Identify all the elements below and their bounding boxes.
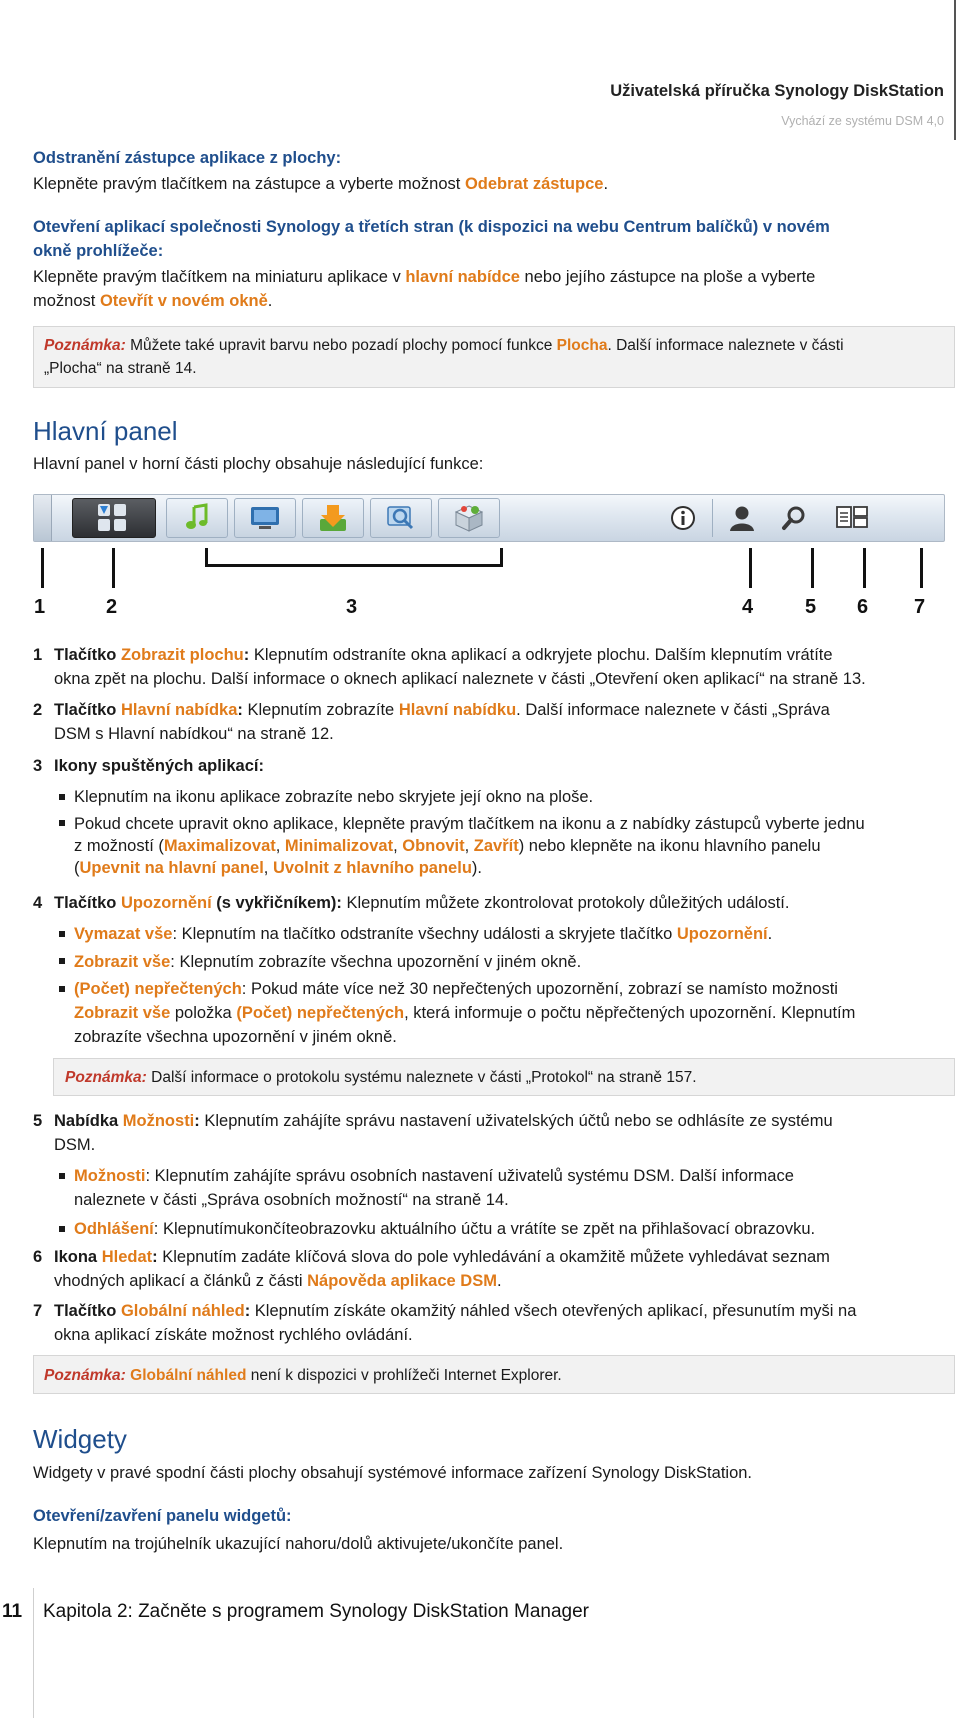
callout-line-5: [811, 548, 814, 588]
note-line: [44, 334, 944, 357]
text-run: Tlačítko: [54, 894, 121, 912]
callout-line-4: [749, 548, 752, 588]
bullet-item-logout: [74, 1218, 815, 1240]
bullet-item-clear-all: [74, 923, 772, 945]
text-run: Klepněte pravým tlačítkem na miniaturu aplikace v: [33, 268, 406, 286]
app-photo-button[interactable]: [370, 498, 432, 538]
text-line: [54, 1110, 833, 1132]
text-run: Nabídka: [54, 1112, 123, 1130]
restore-option: Obnovit: [402, 837, 465, 855]
main-menu-button[interactable]: [72, 498, 156, 538]
note-box-desktop: [33, 326, 955, 388]
widgets-toggle-heading: Otevření/zavření panelu widgetů:: [33, 1507, 292, 1525]
bullet-marker: [59, 794, 65, 800]
text-line: [54, 699, 953, 721]
text-run: :: [237, 701, 248, 719]
text-line: okna aplikací získáte možnost rychlého ovládání.: [54, 1326, 413, 1344]
text-line: zobrazíte všechna upozornění v jiném okně.: [74, 1028, 397, 1046]
text-run: možnost: [33, 292, 100, 310]
callout-number-6: 6: [857, 596, 869, 618]
text-run: : Klepnutím zobrazíte všechna upozornění v jiném okně.: [170, 953, 582, 971]
text-run: : Klepnutímukončíteobrazovku aktuálního účtu a vrátíte se zpět na přihlašovací obrazovku.: [153, 1220, 816, 1238]
text-line: [54, 644, 953, 666]
list-item-number: 4: [33, 894, 43, 912]
text-run: (s vykřičníkem):: [211, 894, 347, 912]
list-item-body: [33, 699, 953, 745]
unread-count-option: (Počet) nepřečtených: [236, 1004, 405, 1022]
quick-look-link: Globální náhled: [120, 1302, 245, 1320]
callout-number-1: 1: [34, 596, 46, 618]
list-item-5: [33, 1110, 833, 1156]
list-item-number: 3: [33, 757, 43, 775]
callout-number-3: 3: [346, 596, 358, 618]
text-line: [33, 290, 815, 312]
list-item-number: 7: [33, 1302, 43, 1320]
bullet-marker: [59, 820, 65, 826]
clear-all-option: Vymazat vše: [74, 925, 173, 943]
search-icon: [780, 504, 808, 532]
text-run: Klepnutím získáte okamžitý náhled všech otevřených aplikací, přesunutím myši na: [254, 1302, 857, 1320]
text-run: : Pokud máte více než 30 nepřečtených upozornění, zobrazí se namísto možnosti: [241, 980, 838, 998]
music-note-icon: [182, 503, 212, 533]
user-icon: [727, 503, 757, 533]
text-run: :: [194, 1112, 205, 1130]
text-line: [54, 1246, 830, 1268]
section-title-taskbar: Hlavní panel: [33, 416, 178, 446]
list-item-1: [33, 644, 953, 690]
text-run: (: [74, 859, 80, 877]
list-item-4: [33, 892, 789, 914]
text-run: Klepnutím můžete zkontrolovat protokoly důležitých událostí.: [346, 894, 790, 912]
remove-shortcut-link: Odebrat zástupce: [464, 175, 604, 193]
quick-look-button[interactable]: [830, 498, 874, 538]
logout-link: Odhlášení: [74, 1220, 154, 1238]
notifications-link: Upozornění: [120, 894, 212, 912]
text-run: Klepnutím zahájíte správu nastavení uživatelských účtů nebo se odhlásíte ze systému: [204, 1112, 833, 1130]
text-line: [74, 835, 865, 857]
bullet-item-show-all: [74, 951, 581, 973]
text-run: .: [767, 925, 773, 943]
text-run: z možností (: [74, 837, 164, 855]
unread-count-option: (Počet) nepřečtených: [74, 980, 242, 998]
text-line: DSM s Hlavní nabídkou“ na straně 12.: [54, 725, 334, 743]
main-menu-link: Hlavní nabídka: [120, 701, 238, 719]
taskbar-separator: [712, 499, 713, 537]
footer-divider: [33, 1588, 34, 1718]
page-edge-rule: [954, 0, 956, 140]
list-item-number: 2: [33, 701, 43, 719]
callout-line-6: [863, 548, 866, 588]
bullet-marker: [59, 1173, 65, 1179]
info-exclamation-icon: [669, 504, 697, 532]
text-run: .: [603, 175, 609, 193]
bullet-marker: [59, 931, 65, 937]
search-link: Hledat: [101, 1248, 153, 1266]
remove-shortcut-text: [33, 173, 608, 195]
callout-number-2: 2: [106, 596, 118, 618]
list-item-number: 1: [33, 646, 43, 664]
pin-option: Upevnit na hlavní panel: [79, 859, 264, 877]
chapter-title: Kapitola 2: Začněte s programem Synology DiskStation Manager: [43, 1601, 589, 1622]
download-arrow-icon: [317, 503, 349, 533]
package-box-icon: [453, 503, 485, 533]
note-label: Poznámka:: [65, 1069, 147, 1086]
text-run: :: [243, 646, 254, 664]
callout-number-5: 5: [805, 596, 817, 618]
show-all-option: Zobrazit vše: [74, 953, 171, 971]
callout-line-2: [112, 548, 115, 588]
text-run: Tlačítko: [54, 646, 121, 664]
text-line: [54, 1270, 830, 1292]
text-line: [74, 1002, 855, 1024]
text-line: naleznete v části „Správa osobních možností“ na straně 14.: [74, 1191, 509, 1209]
text-line: [54, 1300, 856, 1322]
text-run: :: [152, 1248, 163, 1266]
callout-bracket-bottom: [205, 564, 503, 567]
app-video-button[interactable]: [234, 498, 296, 538]
text-line: okna zpět na plochu. Další informace o oknech aplikací naleznete v části „Otevření oken aplikací“ na straně 13.: [54, 670, 866, 688]
text-run: :: [244, 1302, 255, 1320]
list-item-label: Ikony spuštěných aplikací:: [54, 757, 264, 775]
app-download-button[interactable]: [302, 498, 364, 538]
text-run: Klepněte pravým tlačítkem na zástupce a vyberte možnost: [33, 175, 465, 193]
list-item-body: [33, 644, 953, 690]
open-new-window-text: [33, 266, 815, 312]
list-item-7: [33, 1300, 856, 1346]
list-item-number: 5: [33, 1112, 43, 1130]
text-run: nebo jejího zástupce na ploše a vyberte: [519, 268, 816, 286]
notification-button[interactable]: [664, 498, 702, 538]
text-line: [74, 978, 855, 1000]
search-button[interactable]: [774, 498, 814, 538]
text-run: ,: [275, 837, 285, 855]
widgets-intro: Widgety v pravé spodní části plochy obsahují systémové informace zařízení Synology DiskStation.: [33, 1464, 753, 1482]
maximize-option: Maximalizovat: [163, 837, 276, 855]
callout-line-7: [920, 548, 923, 588]
text-run: Klepnutím odstraníte okna aplikací a odkryjete plochu. Dalším klepnutím vrátíte: [253, 646, 833, 664]
text-run: : Klepnutím na tlačítko odstraníte všechny události a skryjete tlačítko: [172, 925, 677, 943]
bullet-item-unread: [74, 978, 855, 1048]
text-run: Ikona: [54, 1248, 102, 1266]
text-run: .: [267, 292, 273, 310]
remove-shortcut-heading: Odstranění zástupce aplikace z plochy:: [33, 149, 342, 167]
text-run: ) nebo klepněte na ikonu hlavního panelu: [518, 837, 821, 855]
heading-line: okně prohlížeče:: [33, 242, 164, 260]
open-new-window-link: Otevřít v novém okně: [99, 292, 268, 310]
text-run: není k dispozici v prohlížeči Internet Explorer.: [246, 1367, 562, 1384]
minimize-option: Minimalizovat: [284, 837, 394, 855]
taskbar-left-tab: [34, 495, 52, 541]
bullet-item: Klepnutím na ikonu aplikace zobrazíte nebo skryjete její okno na ploše.: [74, 788, 594, 806]
app-package-button[interactable]: [438, 498, 500, 538]
bullet-item-options: [74, 1165, 794, 1211]
note-box-log: [53, 1058, 955, 1096]
text-run: , která informuje o počtu něpřečtených upozornění. Klepnutím: [404, 1004, 856, 1022]
notifications-link: Upozornění: [676, 925, 768, 943]
taskbar-intro: Hlavní panel v horní části plochy obsahuje následující funkce:: [33, 455, 484, 473]
text-run: Klepnutím zadáte klíčová slova do pole vyhledávání a okamžitě můžete vyhledávat seznam: [162, 1248, 830, 1266]
text-run: . Další informace naleznete v části: [607, 337, 844, 354]
bullet-marker: [59, 1226, 65, 1232]
main-menu-icon: [92, 501, 136, 535]
page-number: 11: [2, 1601, 23, 1622]
callout-number-4: 4: [742, 596, 754, 618]
bullet-item-window-actions: [74, 813, 865, 879]
quick-look-link: Globální náhled: [125, 1367, 247, 1384]
text-line: DSM.: [54, 1136, 96, 1154]
main-menu-link: Hlavní nabídku: [398, 701, 517, 719]
list-item-3: [33, 755, 264, 777]
header-title: Uživatelská příručka Synology DiskStation: [610, 82, 944, 100]
section-title-widgets: Widgety: [33, 1424, 127, 1454]
text-run: Další informace o protokolu systému naleznete v části „Protokol“ na straně 157.: [146, 1069, 697, 1086]
text-run: .: [496, 1272, 502, 1290]
desktop-link: Plocha: [556, 337, 608, 354]
window-overview-icon: [835, 503, 869, 533]
unpin-option: Uvolnit z hlavního panelu: [272, 859, 472, 877]
text-run: Tlačítko: [54, 1302, 121, 1320]
text-line: Pokud chcete upravit okno aplikace, klepněte pravým tlačítkem na ikonu a z nabídky zástupců vyberte jednu: [74, 815, 865, 833]
callout-number-7: 7: [914, 596, 926, 618]
text-line: [33, 266, 815, 288]
text-run: Klepnutím zobrazíte: [247, 701, 399, 719]
heading-line: Otevření aplikací společnosti Synology a třetích stran (k dispozici na webu Centrum balíčků) v novém: [33, 218, 830, 236]
options-link: Možnosti: [74, 1167, 146, 1185]
note-line: „Plocha“ na straně 14.: [44, 360, 197, 377]
callout-line-1: [41, 548, 44, 588]
text-run: položka: [170, 1004, 237, 1022]
text-run: : Klepnutím zahájíte správu osobních nastavení uživatelů systému DSM. Další informace: [145, 1167, 794, 1185]
bullet-marker: [59, 986, 65, 992]
main-menu-link: hlavní nabídce: [405, 268, 520, 286]
text-run: ,: [393, 837, 403, 855]
text-line: [74, 1165, 794, 1187]
show-desktop-link: Zobrazit plochu: [120, 646, 244, 664]
text-run: . Další informace naleznete v části „Správa: [516, 701, 830, 719]
text-run: ,: [263, 859, 273, 877]
dsm-help-link: Nápověda aplikace DSM: [307, 1272, 497, 1290]
close-option: Zavřít: [473, 837, 519, 855]
note-label: Poznámka:: [44, 1367, 126, 1384]
list-item-2: [33, 699, 953, 745]
video-screen-icon: [249, 504, 281, 532]
open-new-window-heading: [33, 216, 830, 262]
text-run: Tlačítko: [54, 701, 121, 719]
app-audio-button[interactable]: [166, 498, 228, 538]
show-all-option: Zobrazit vše: [74, 1004, 171, 1022]
list-item-6: [33, 1246, 830, 1292]
options-button[interactable]: [722, 498, 762, 538]
options-link: Možnosti: [122, 1112, 195, 1130]
header-subtitle: Vychází ze systému DSM 4,0: [781, 114, 944, 128]
list-item-number: 6: [33, 1248, 43, 1266]
magnifier-photo-icon: [385, 503, 417, 533]
bullet-marker: [59, 958, 65, 964]
text-run: ,: [464, 837, 474, 855]
note-box-quick-look: [33, 1355, 955, 1394]
taskbar-illustration: [33, 494, 945, 542]
text-run: Můžete také upravit barvu nebo pozadí plochy pomocí funkce: [125, 337, 557, 354]
note-label: Poznámka:: [44, 337, 126, 354]
text-run: ).: [471, 859, 482, 877]
text-run: vhodných aplikací a článků z části: [54, 1272, 308, 1290]
widgets-toggle-text: Klepnutím na trojúhelník ukazující nahoru/dolů aktivujete/ukončíte panel.: [33, 1535, 564, 1553]
text-line: [74, 857, 865, 879]
